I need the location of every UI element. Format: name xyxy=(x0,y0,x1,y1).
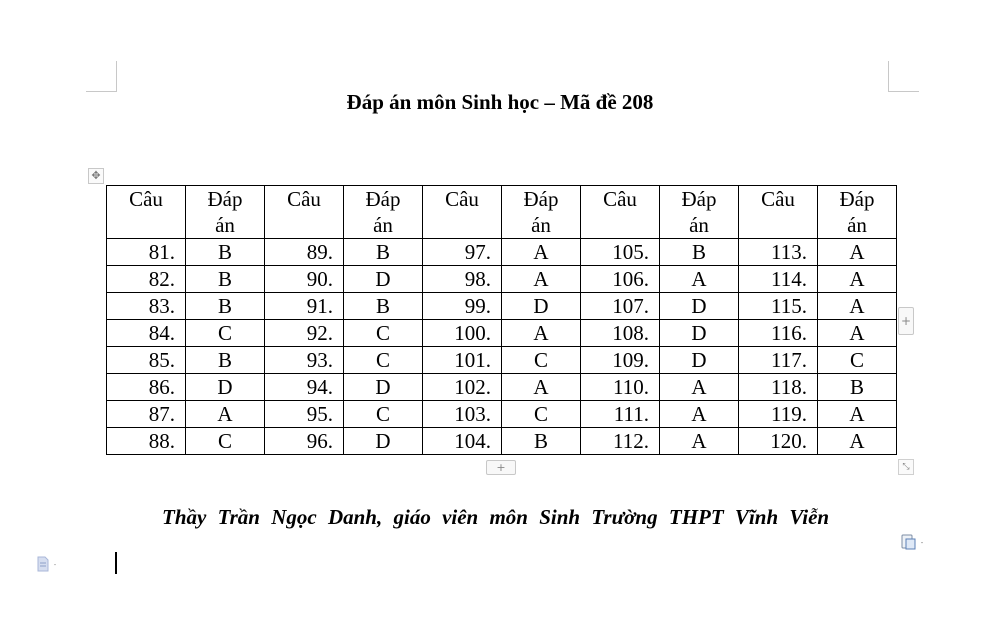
answer-cell xyxy=(818,320,897,347)
answer-cell xyxy=(502,266,581,293)
answer-cell xyxy=(186,320,265,347)
autocorrect-options-button[interactable] xyxy=(36,556,62,572)
answer-letter: B xyxy=(849,375,864,399)
answer-letter: D xyxy=(533,294,549,318)
question-number-cell xyxy=(423,428,502,455)
answer-letter: A xyxy=(691,402,707,426)
answer-cell xyxy=(186,428,265,455)
question-number-cell xyxy=(739,239,818,266)
question-number: 84. xyxy=(148,321,175,345)
question-number: 100. xyxy=(454,321,491,345)
answer-cell xyxy=(344,293,423,320)
answer-letter: B xyxy=(533,429,548,453)
answer-letter: A xyxy=(691,375,707,399)
answer-cell xyxy=(502,239,581,266)
question-number: 90. xyxy=(306,267,333,291)
question-number: 86. xyxy=(148,375,175,399)
question-number: 97. xyxy=(464,240,491,264)
question-number: 102. xyxy=(454,375,491,399)
question-number-cell xyxy=(739,266,818,293)
answer-table xyxy=(106,185,897,455)
text-cursor xyxy=(115,552,117,574)
question-number: 88. xyxy=(148,429,175,453)
question-number-cell xyxy=(581,428,660,455)
answer-letter: A xyxy=(849,429,865,453)
answer-letter: B xyxy=(217,267,232,291)
question-number-cell xyxy=(265,428,344,455)
question-number: 92. xyxy=(306,321,333,345)
answer-cell xyxy=(344,239,423,266)
question-number: 105. xyxy=(612,240,649,264)
answer-letter: A xyxy=(533,240,549,264)
question-number-cell xyxy=(581,266,660,293)
answer-letter: D xyxy=(691,348,707,372)
answer-cell xyxy=(660,266,739,293)
question-number-cell xyxy=(265,374,344,401)
question-number: 103. xyxy=(454,402,491,426)
question-number: 117. xyxy=(771,348,807,372)
question-number-cell xyxy=(581,401,660,428)
question-number: 106. xyxy=(612,267,649,291)
answer-letter: B xyxy=(217,348,232,372)
question-number: 95. xyxy=(306,402,333,426)
question-number: 87. xyxy=(148,402,175,426)
question-number-cell xyxy=(423,401,502,428)
document-icon xyxy=(36,556,62,572)
question-number: 112. xyxy=(613,429,649,453)
question-number-cell xyxy=(107,401,186,428)
question-number: 93. xyxy=(306,348,333,372)
question-number: 94. xyxy=(306,375,333,399)
question-number-cell xyxy=(265,401,344,428)
question-number: 115. xyxy=(771,294,807,318)
header-cell: Đáp án xyxy=(344,186,423,239)
answer-letter: B xyxy=(217,240,232,264)
answer-cell xyxy=(186,401,265,428)
question-number: 81. xyxy=(148,240,175,264)
question-number-cell xyxy=(107,239,186,266)
question-number: 104. xyxy=(454,429,491,453)
answer-cell xyxy=(660,320,739,347)
question-number-cell xyxy=(265,293,344,320)
question-number-cell xyxy=(107,428,186,455)
answer-cell xyxy=(344,401,423,428)
table-row xyxy=(107,374,897,401)
table-row xyxy=(107,401,897,428)
answer-letter: A xyxy=(533,267,549,291)
answer-letter: A xyxy=(849,267,865,291)
header-cell: Câu xyxy=(423,186,502,239)
answer-letter: A xyxy=(691,267,707,291)
answer-cell xyxy=(818,266,897,293)
question-number: 91. xyxy=(306,294,333,318)
answer-letter: A xyxy=(849,402,865,426)
answer-letter: D xyxy=(691,321,707,345)
header-cell: Đáp án xyxy=(818,186,897,239)
answer-letter: C xyxy=(375,402,390,426)
table-row xyxy=(107,320,897,347)
answer-letter: B xyxy=(375,240,390,264)
question-number: 82. xyxy=(148,267,175,291)
answer-cell xyxy=(660,401,739,428)
question-number: 120. xyxy=(770,429,807,453)
page-margin-corner-top-left xyxy=(86,61,117,92)
answer-cell xyxy=(502,401,581,428)
answer-letter: C xyxy=(849,348,864,372)
answer-cell xyxy=(186,374,265,401)
header-cell: Đáp án xyxy=(660,186,739,239)
question-number: 111. xyxy=(613,402,649,426)
question-number-cell xyxy=(107,320,186,347)
question-number: 119. xyxy=(771,402,807,426)
question-number-cell xyxy=(423,239,502,266)
answer-letter: D xyxy=(375,267,391,291)
question-number-cell xyxy=(581,374,660,401)
answer-letter: A xyxy=(533,321,549,345)
answer-letter: D xyxy=(375,429,391,453)
question-number-cell xyxy=(581,320,660,347)
question-number-cell xyxy=(423,320,502,347)
question-number-cell xyxy=(739,401,818,428)
question-number: 101. xyxy=(454,348,491,372)
document-title: Đáp án môn Sinh học – Mã đề 208 xyxy=(346,90,654,114)
answer-cell xyxy=(502,293,581,320)
answer-cell xyxy=(660,347,739,374)
question-number: 83. xyxy=(148,294,175,318)
add-row-button[interactable]: + xyxy=(486,460,516,475)
header-cell: Câu xyxy=(739,186,818,239)
answer-cell xyxy=(660,374,739,401)
header-cell: Câu xyxy=(107,186,186,239)
answer-letter: B xyxy=(691,240,706,264)
question-number: 118. xyxy=(771,375,807,399)
question-number-cell xyxy=(739,374,818,401)
question-number-cell xyxy=(739,347,818,374)
answer-letter: D xyxy=(691,294,707,318)
answer-cell xyxy=(818,374,897,401)
question-number-cell xyxy=(265,239,344,266)
clipboard-icon xyxy=(900,533,926,551)
answer-letter: B xyxy=(375,294,390,318)
answer-cell xyxy=(818,401,897,428)
question-number-cell xyxy=(423,347,502,374)
answer-cell xyxy=(186,239,265,266)
table-row xyxy=(107,266,897,293)
question-number: 110. xyxy=(613,375,649,399)
answer-cell xyxy=(344,428,423,455)
answer-letter: C xyxy=(217,429,232,453)
answer-cell xyxy=(660,239,739,266)
paste-options-button[interactable] xyxy=(900,533,926,551)
answer-cell xyxy=(502,320,581,347)
question-number-cell xyxy=(423,266,502,293)
answer-letter: A xyxy=(217,402,233,426)
question-number: 98. xyxy=(464,267,491,291)
page-margin-corner-top-right xyxy=(888,61,919,92)
answer-cell xyxy=(502,347,581,374)
answer-cell xyxy=(660,428,739,455)
header-cell: Đáp án xyxy=(186,186,265,239)
question-number-cell xyxy=(739,320,818,347)
answer-cell xyxy=(186,293,265,320)
question-number: 114. xyxy=(771,267,807,291)
answer-letter: A xyxy=(849,294,865,318)
answer-letter: A xyxy=(849,321,865,345)
header-cell: Đáp án xyxy=(502,186,581,239)
answer-cell xyxy=(818,428,897,455)
answer-cell xyxy=(818,239,897,266)
question-number-cell xyxy=(107,293,186,320)
question-number-cell xyxy=(423,374,502,401)
question-number: 85. xyxy=(148,348,175,372)
question-number: 99. xyxy=(464,294,491,318)
add-column-button[interactable]: + xyxy=(898,307,914,335)
question-number: 109. xyxy=(612,348,649,372)
answer-letter: C xyxy=(375,348,390,372)
question-number-cell xyxy=(265,347,344,374)
question-number-cell xyxy=(265,266,344,293)
answer-cell xyxy=(344,347,423,374)
question-number-cell xyxy=(581,347,660,374)
answer-cell xyxy=(186,266,265,293)
answer-cell xyxy=(818,293,897,320)
answer-letter: D xyxy=(217,375,233,399)
question-number: 107. xyxy=(612,294,649,318)
question-number: 113. xyxy=(771,240,807,264)
question-number-cell xyxy=(107,347,186,374)
question-number-cell xyxy=(107,374,186,401)
table-header-row xyxy=(107,186,897,239)
answer-letter: D xyxy=(375,375,391,399)
header-cell: Câu xyxy=(581,186,660,239)
question-number: 96. xyxy=(306,429,333,453)
answer-letter: C xyxy=(217,321,232,345)
table-row xyxy=(107,428,897,455)
question-number-cell xyxy=(739,428,818,455)
question-number-cell xyxy=(107,266,186,293)
question-number: 108. xyxy=(612,321,649,345)
answer-letter: B xyxy=(217,294,232,318)
question-number: 116. xyxy=(771,321,807,345)
table-resize-handle-icon[interactable]: ⤡ xyxy=(898,459,914,475)
answer-cell xyxy=(186,347,265,374)
answer-cell xyxy=(818,347,897,374)
answer-letter: C xyxy=(533,402,548,426)
table-row xyxy=(107,293,897,320)
question-number-cell xyxy=(739,293,818,320)
answer-cell xyxy=(502,374,581,401)
answer-cell xyxy=(660,293,739,320)
question-number-cell xyxy=(581,239,660,266)
answer-letter: A xyxy=(533,375,549,399)
answer-letter: C xyxy=(375,321,390,345)
question-number-cell xyxy=(423,293,502,320)
table-row xyxy=(107,347,897,374)
answer-letter: A xyxy=(691,429,707,453)
answer-cell xyxy=(344,320,423,347)
answer-cell xyxy=(502,428,581,455)
question-number: 89. xyxy=(306,240,333,264)
answer-cell xyxy=(344,374,423,401)
author-signature: Thầy Trần Ngọc Danh, giáo viên môn Sinh Trường THPT Vĩnh Viễn xyxy=(162,505,830,529)
answer-letter: C xyxy=(533,348,548,372)
question-number-cell xyxy=(581,293,660,320)
table-move-handle-icon[interactable]: ✥ xyxy=(88,168,104,184)
table-row xyxy=(107,239,897,266)
question-number-cell xyxy=(265,320,344,347)
answer-letter: A xyxy=(849,240,865,264)
header-cell: Câu xyxy=(265,186,344,239)
answer-cell xyxy=(344,266,423,293)
